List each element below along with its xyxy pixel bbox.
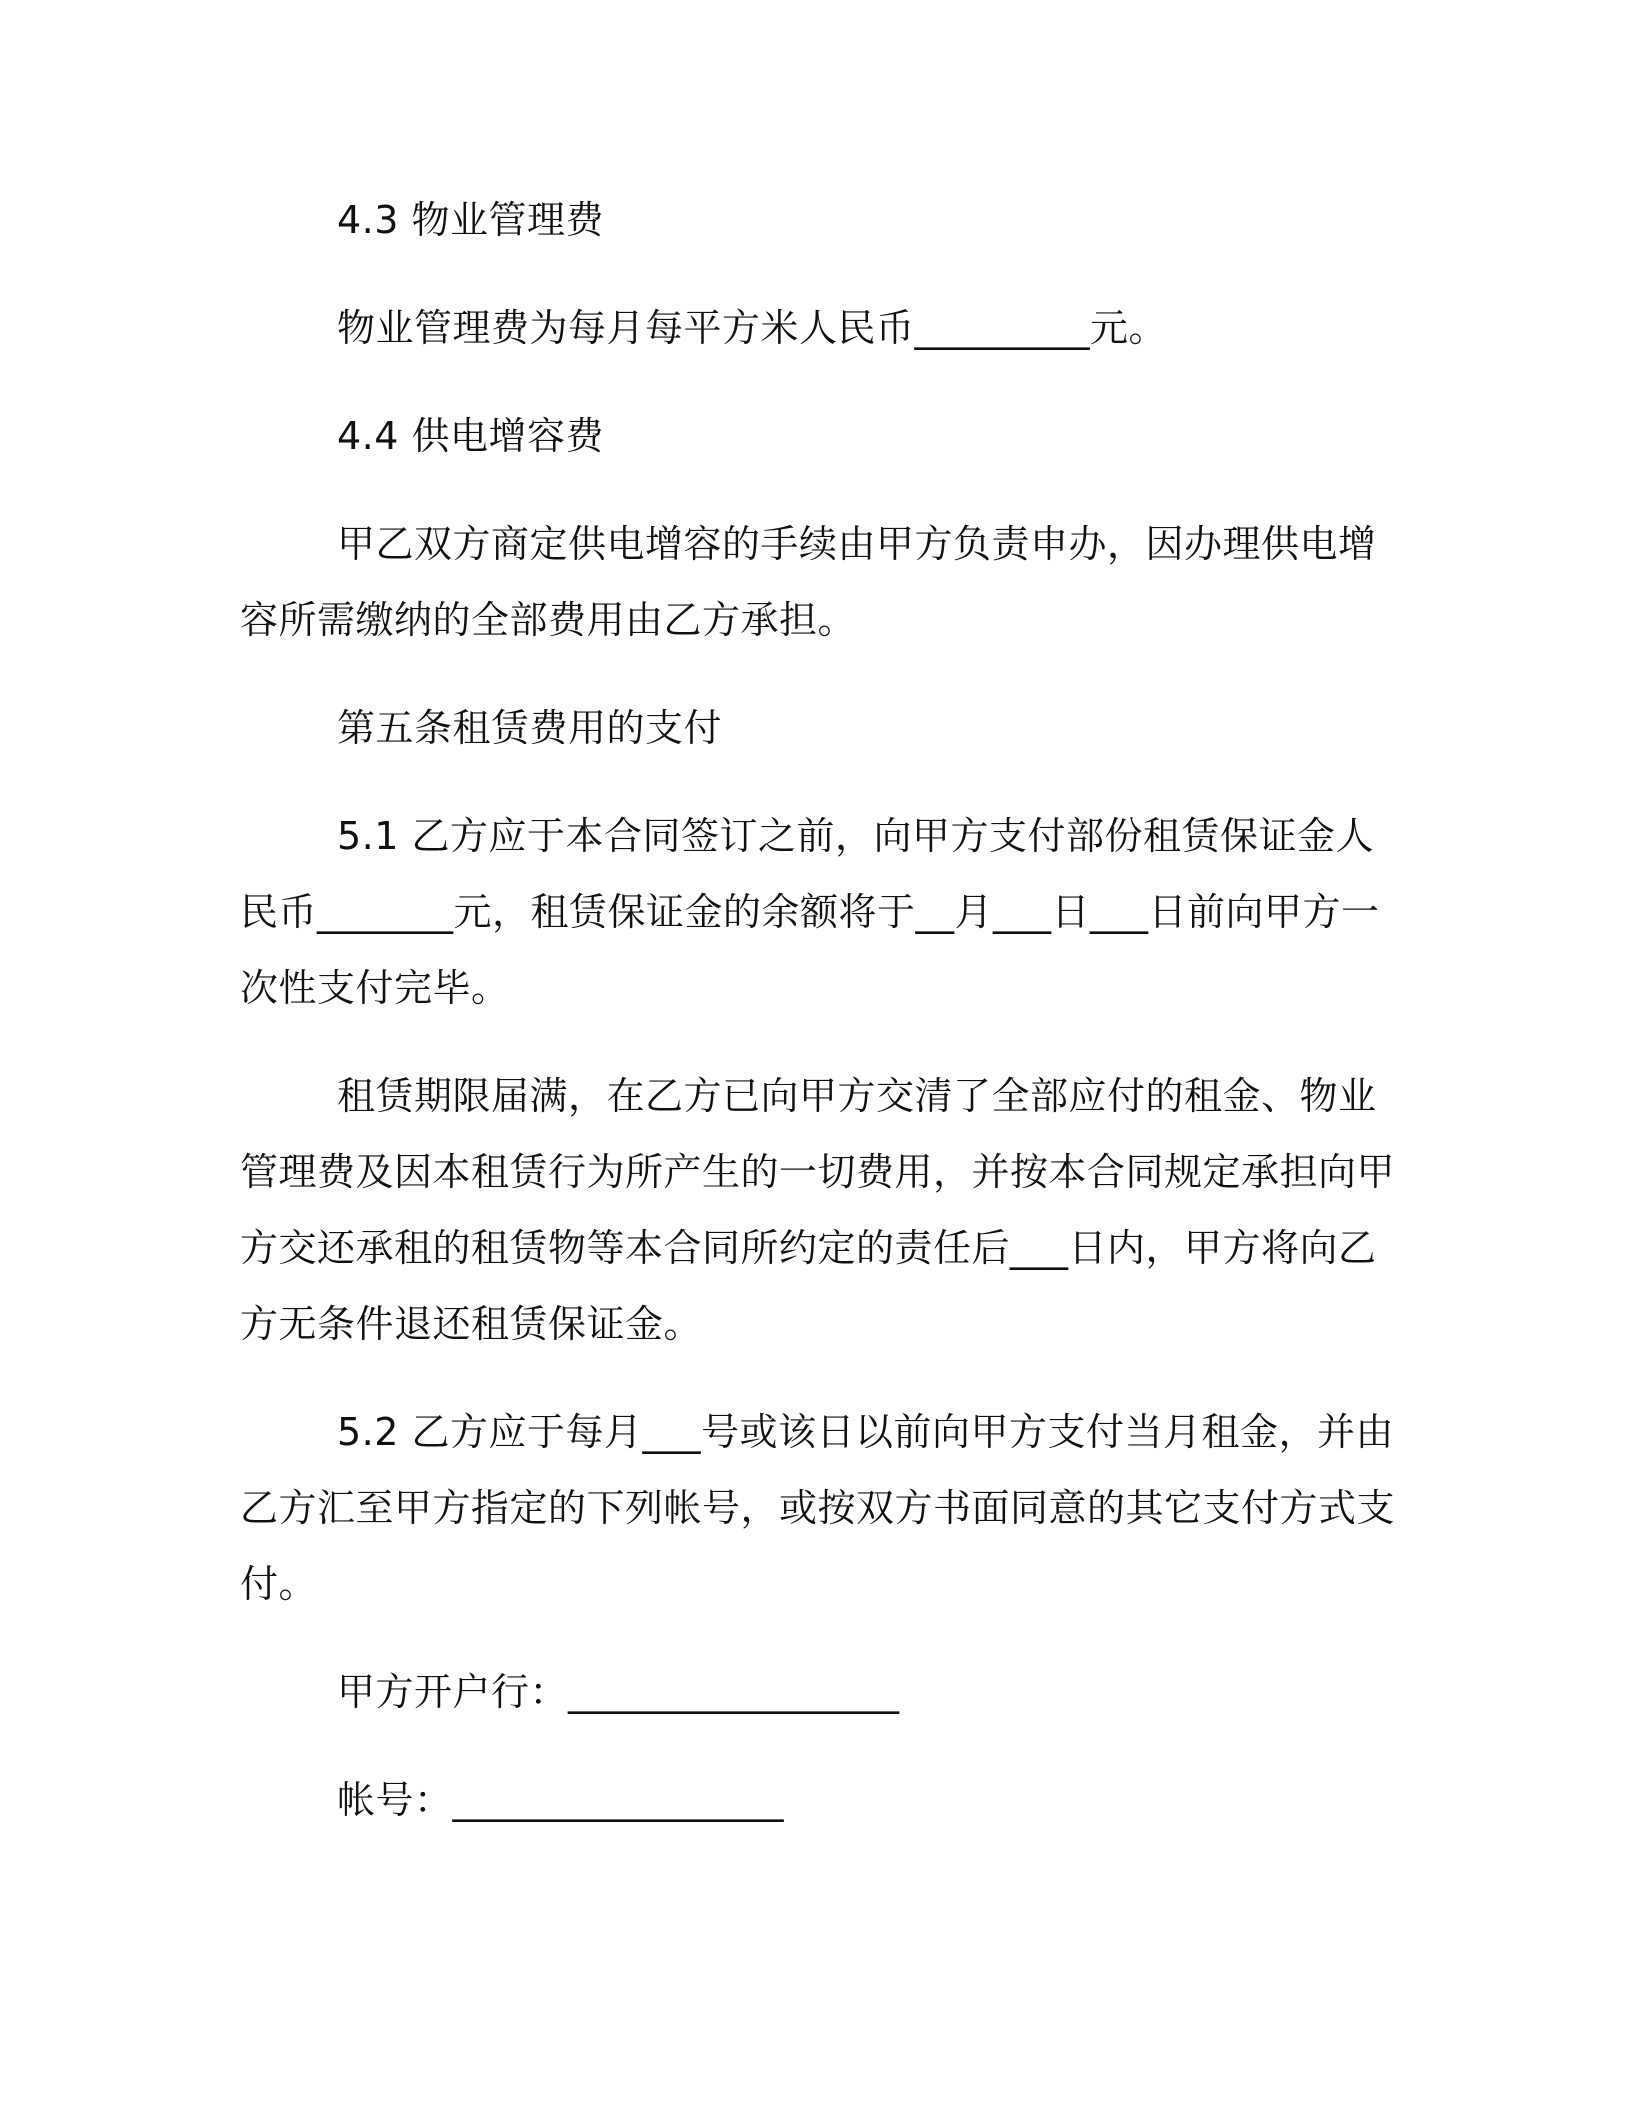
section-5-1-body: 5.1 乙方应于本合同签订之前，向甲方支付部份租赁保证金人民币_______元，租赁保证金的余额将于__月___日___日前向甲方一次性支付完毕。 xyxy=(240,814,1380,1010)
section-5-1-deposit-refund: 租赁期限届满，在乙方已向甲方交清了全部应付的租金、物业管理费及因本租赁行为所产生的一切费用，并按本合同规定承担向甲方交还承租的租赁物等本合同所约定的责任后___日内，甲方将向乙方无条件退还租赁保证金。 xyxy=(240,1074,1396,1346)
section-5-2-body: 5.2 乙方应于每月___号或该日以前向甲方支付当月租金，并由乙方汇至甲方指定的下列帐号，或按双方书面同意的其它支付方式支付。 xyxy=(240,1410,1396,1606)
document-body xyxy=(240,182,1400,1838)
section-4-4-heading: 4.4 供电增容费 xyxy=(337,414,605,458)
article-5-heading: 第五条租赁费用的支付 xyxy=(337,706,723,750)
bank-field: 甲方开户行：_________________ xyxy=(337,1670,900,1714)
section-4-4-body: 甲乙双方商定供电增容的手续由甲方负责申办，因办理供电增容所需缴纳的全部费用由乙方承担。 xyxy=(240,522,1377,642)
account-field: 帐号：_________________ xyxy=(337,1778,785,1822)
section-4-3-body: 物业管理费为每月每平方米人民币_________元。 xyxy=(337,306,1168,350)
section-4-3-heading: 4.3 物业管理费 xyxy=(337,198,605,242)
